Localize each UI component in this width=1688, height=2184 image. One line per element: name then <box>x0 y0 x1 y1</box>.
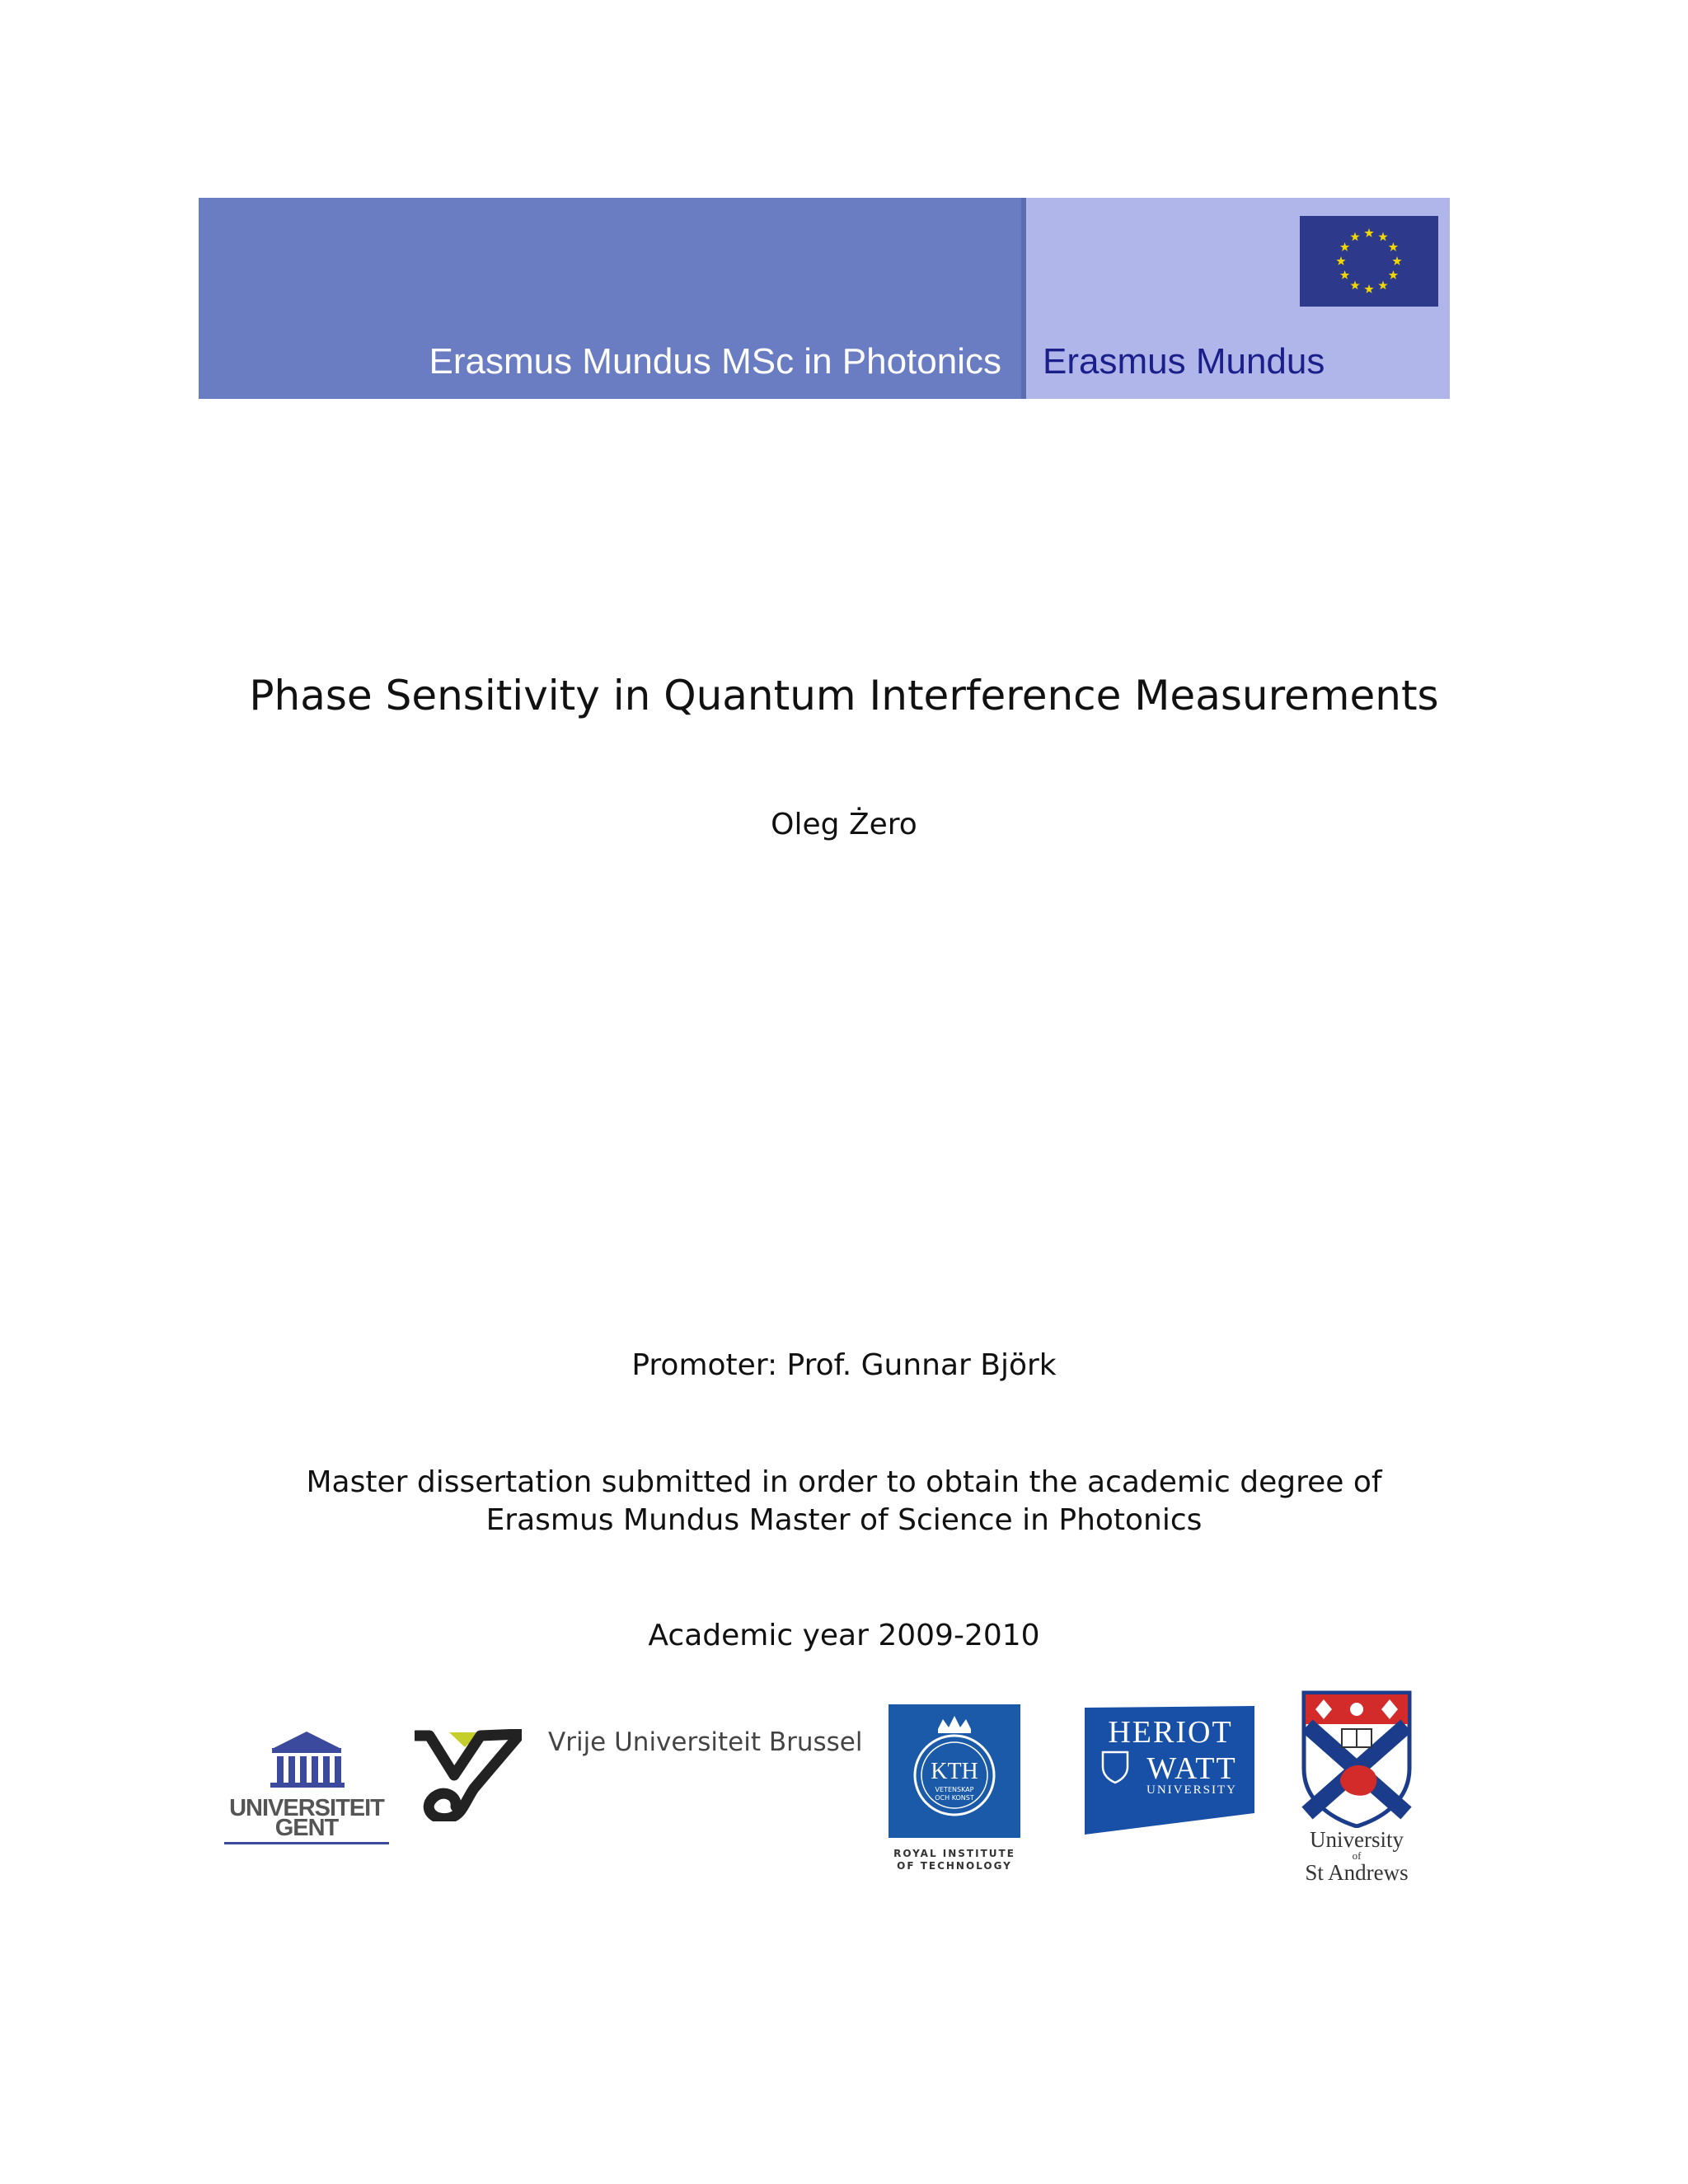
vub-name: Vrije Universiteit Brussel <box>548 1727 863 1757</box>
st-andrews-line-1: University <box>1310 1827 1404 1852</box>
building-icon <box>270 1732 345 1788</box>
author-name: Oleg Żero <box>771 808 917 841</box>
submission-statement <box>0 1464 1688 1540</box>
heriot-line-3: UNIVERSITY <box>1146 1783 1237 1797</box>
submission-line-2: Erasmus Mundus Master of Science in Photonics <box>485 1503 1203 1537</box>
banner-program-title: Erasmus Mundus MSc in Photonics <box>429 341 1001 382</box>
eu-flag-icon <box>1300 216 1438 307</box>
vub-emblem-icon <box>415 1729 522 1821</box>
eu-star-icon <box>1378 280 1387 289</box>
st-andrews-of: of <box>1352 1849 1362 1862</box>
eu-star-icon <box>1392 256 1401 265</box>
eu-star-icon <box>1389 270 1398 279</box>
st-andrews-crest-icon <box>1301 1690 1413 1828</box>
eu-star-icon <box>1340 270 1349 279</box>
banner-left-panel <box>199 198 1021 399</box>
gent-line-1: UNIVERSITEIT <box>229 1795 384 1821</box>
eu-star-icon <box>1350 232 1359 241</box>
eu-star-icon <box>1364 228 1373 237</box>
eu-star-icon <box>1340 242 1349 251</box>
gent-line-2: GENT <box>274 1815 339 1841</box>
thesis-title: Phase Sensitivity in Quantum Interference Measurements <box>249 672 1439 719</box>
promoter-line: Promoter: Prof. Gunnar Björk <box>631 1348 1057 1382</box>
heriot-watt-logo <box>1085 1706 1254 1835</box>
kth-caption <box>875 1848 1034 1872</box>
ghent-university-logo <box>223 1727 392 1850</box>
kth-abbr: KTH <box>931 1759 978 1784</box>
submission-line-1: Master dissertation submitted in order to obtain the academic degree of <box>306 1465 1382 1499</box>
banner-erasmus-label: Erasmus Mundus <box>1043 341 1325 382</box>
eu-star-icon <box>1378 232 1387 241</box>
eu-star-icon <box>1350 280 1359 289</box>
kth-caption-line-2: OF TECHNOLOGY <box>897 1860 1012 1872</box>
st-andrews-line-2: St Andrews <box>1305 1860 1409 1885</box>
eu-star-icon <box>1389 242 1398 251</box>
heriot-line-1: HERIOT <box>1108 1715 1233 1750</box>
eu-star-icon <box>1336 256 1345 265</box>
st-andrews-caption <box>1282 1828 1431 1884</box>
academic-year: Academic year 2009-2010 <box>648 1619 1040 1652</box>
eu-star-icon <box>1364 284 1373 293</box>
kth-caption-line-1: ROYAL INSTITUTE <box>893 1848 1015 1859</box>
kth-logo <box>889 1704 1020 1838</box>
heriot-line-2: WATT <box>1146 1751 1237 1786</box>
kth-motto-1: VETENSKAP <box>935 1786 974 1793</box>
kth-motto-2: OCH KONST <box>935 1794 974 1802</box>
program-banner <box>199 198 1450 399</box>
